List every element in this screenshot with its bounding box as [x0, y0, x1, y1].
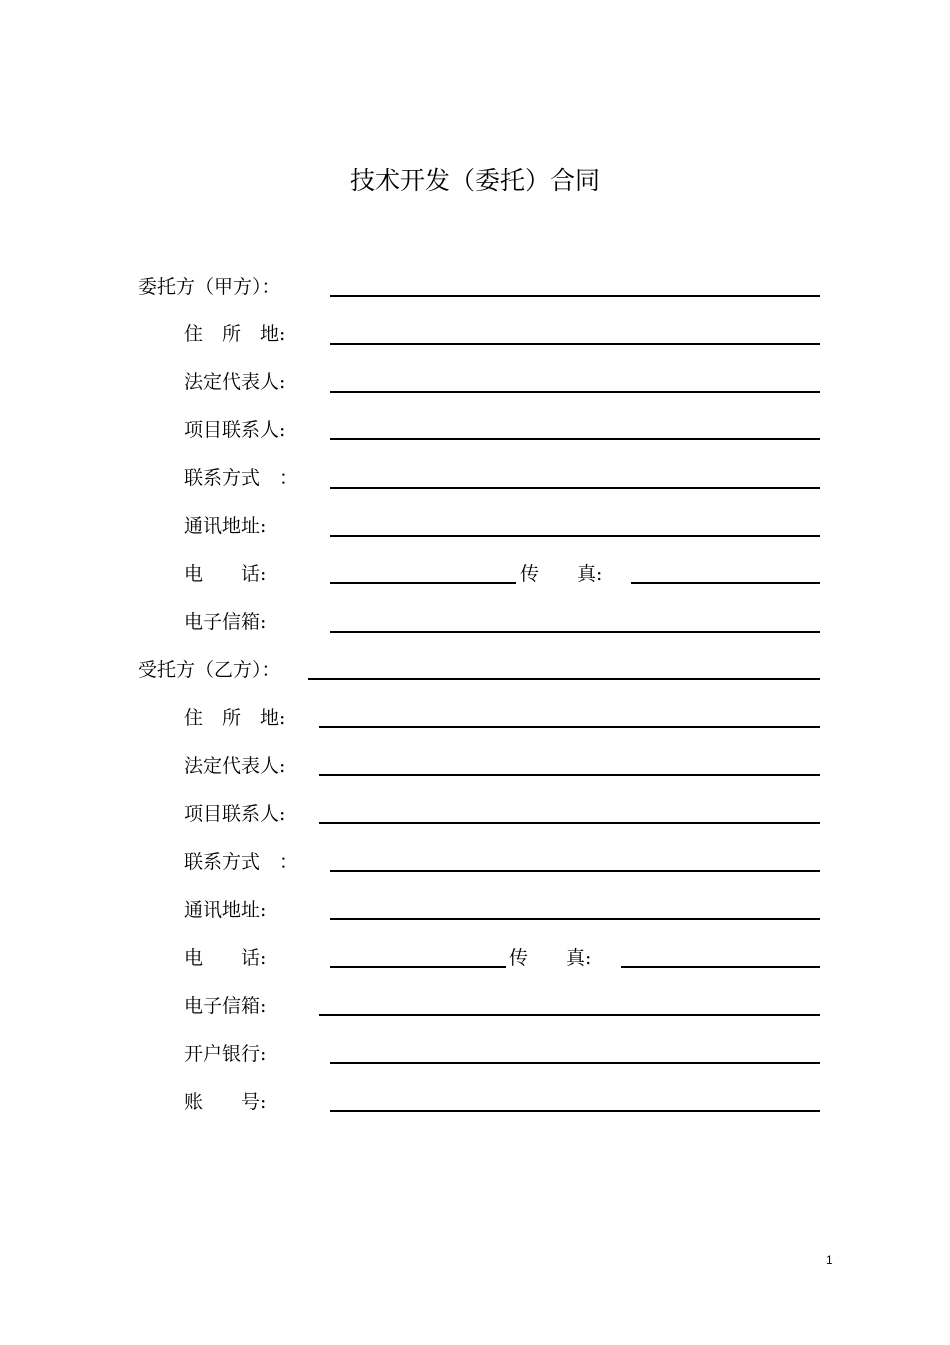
- party-a-mailing-address-field[interactable]: [330, 535, 820, 537]
- party-a-mailing-address-label: 通讯地址:: [184, 515, 267, 537]
- party-a-heading: 委托方（甲方）：: [138, 276, 281, 298]
- party-a-address-label: 住 所 地:: [184, 323, 286, 345]
- party-a-contact-method-label: 联系方式 ：: [184, 467, 299, 489]
- party-b-account-field[interactable]: [330, 1110, 820, 1112]
- party-b-contact-person-field[interactable]: [319, 822, 820, 824]
- party-a-name-field[interactable]: [330, 295, 820, 297]
- party-b-phone-field[interactable]: [330, 966, 506, 968]
- party-a-contact-person-field[interactable]: [330, 438, 820, 440]
- party-b-contact-method-field[interactable]: [330, 870, 820, 872]
- party-a-email-label: 电子信箱:: [184, 611, 267, 633]
- party-b-fax-field[interactable]: [621, 966, 820, 968]
- party-a-contact-method-field[interactable]: [330, 487, 820, 489]
- party-b-bank-field[interactable]: [330, 1062, 820, 1064]
- party-b-mailing-address-label: 通讯地址:: [184, 899, 267, 921]
- party-a-legal-rep-label: 法定代表人:: [184, 371, 286, 393]
- page-title: 技术开发（委托）合同: [349, 166, 600, 195]
- party-a-legal-rep-field[interactable]: [330, 391, 820, 393]
- party-a-contact-person-label: 项目联系人:: [184, 419, 286, 441]
- party-b-email-label: 电子信箱:: [184, 995, 267, 1017]
- party-a-email-field[interactable]: [330, 631, 820, 633]
- party-a-fax-field[interactable]: [631, 582, 820, 584]
- party-a-fax-label: 传 真:: [520, 563, 603, 585]
- party-b-email-field[interactable]: [319, 1014, 820, 1016]
- party-b-contact-person-label: 项目联系人:: [184, 803, 286, 825]
- page-number: 1: [826, 1253, 833, 1267]
- party-a-phone-field[interactable]: [330, 582, 516, 584]
- party-b-contact-method-label: 联系方式 ：: [184, 851, 299, 873]
- party-b-address-field[interactable]: [319, 726, 820, 728]
- party-b-fax-label: 传 真:: [509, 947, 592, 969]
- party-b-legal-rep-field[interactable]: [319, 774, 820, 776]
- party-b-address-label: 住 所 地:: [184, 707, 286, 729]
- party-b-account-label: 账 号:: [184, 1091, 267, 1113]
- party-a-address-field[interactable]: [330, 343, 820, 345]
- party-b-bank-label: 开户银行:: [184, 1043, 267, 1065]
- party-b-heading: 受托方（乙方）：: [138, 659, 281, 681]
- party-b-legal-rep-label: 法定代表人:: [184, 755, 286, 777]
- party-b-phone-label: 电 话:: [184, 947, 267, 969]
- party-b-mailing-address-field[interactable]: [330, 918, 820, 920]
- party-a-phone-label: 电 话:: [184, 563, 267, 585]
- party-b-name-field[interactable]: [308, 678, 820, 680]
